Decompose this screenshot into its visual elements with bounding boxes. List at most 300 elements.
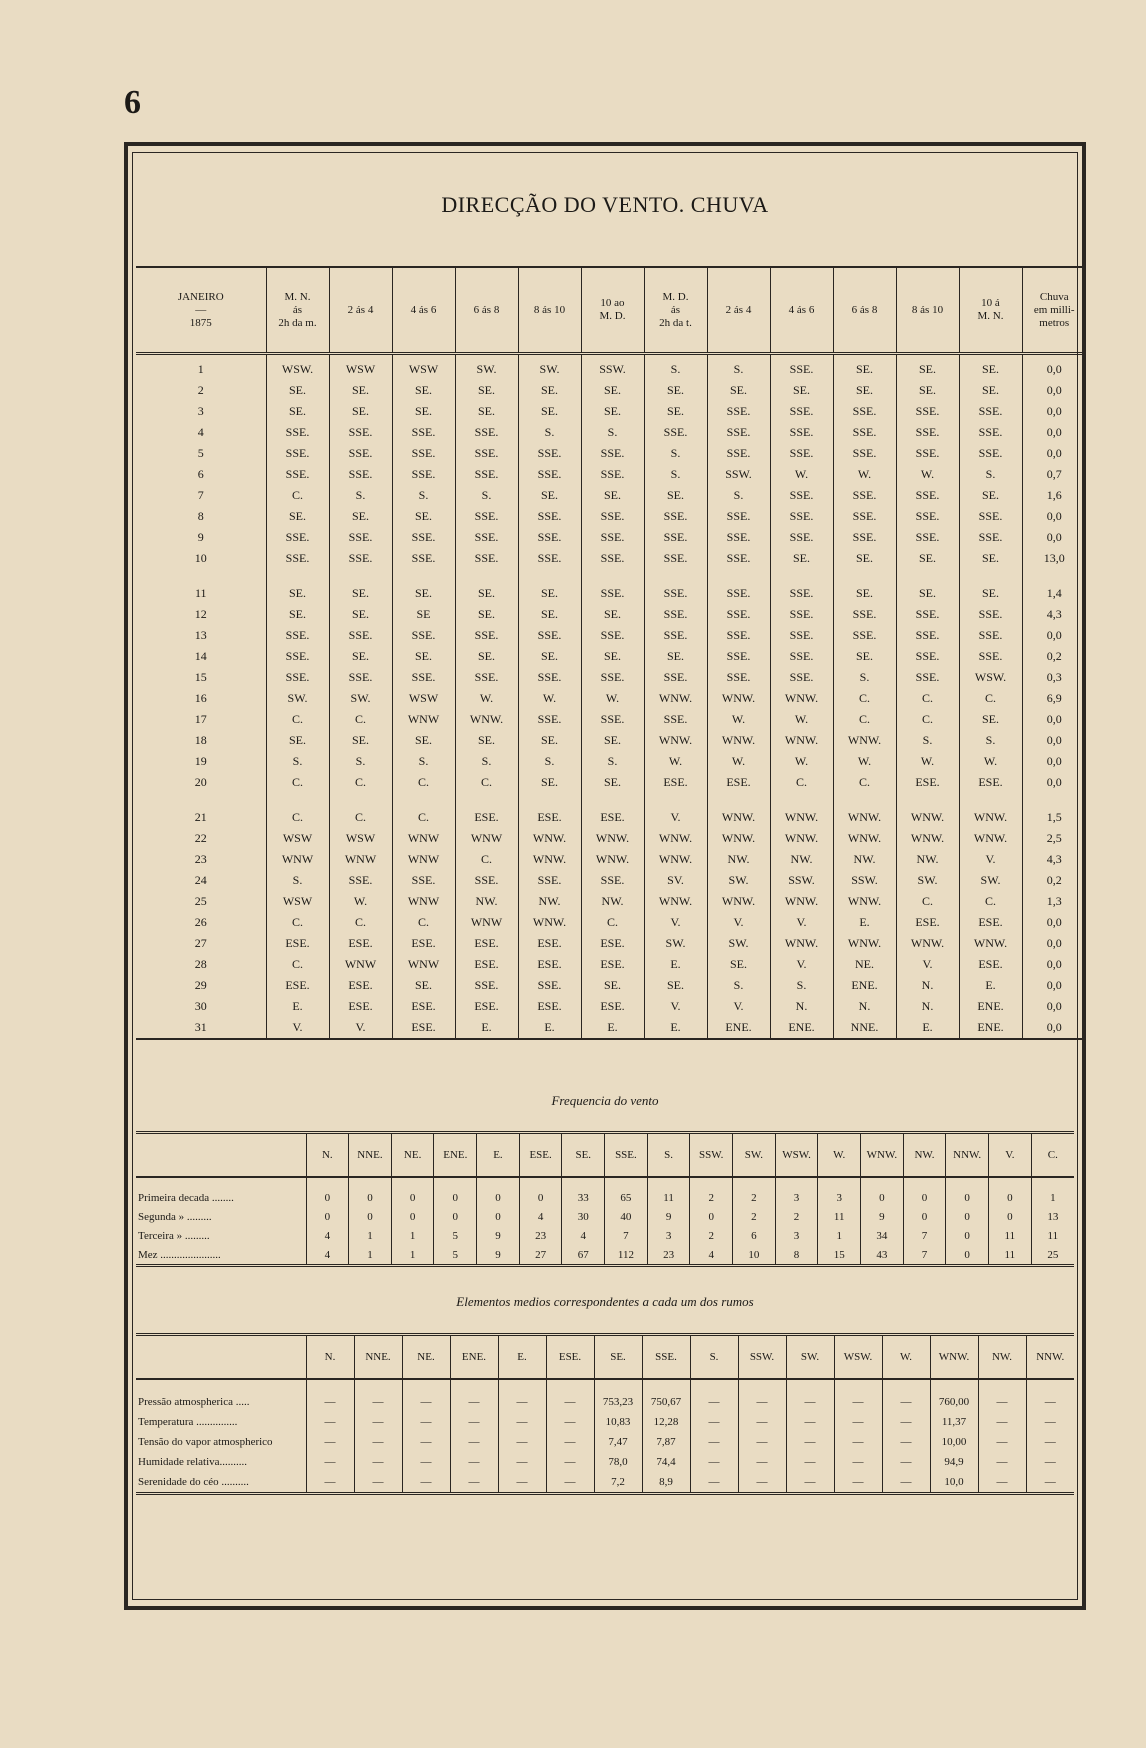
main-header-row bbox=[136, 267, 1086, 354]
value-cell: 25 bbox=[1031, 1245, 1074, 1266]
value-cell: 74,4 bbox=[642, 1452, 690, 1472]
wind-cell: SSE. bbox=[707, 548, 770, 569]
wind-cell: E. bbox=[959, 975, 1022, 996]
value-cell: 12,28 bbox=[642, 1412, 690, 1432]
wind-cell: S. bbox=[644, 464, 707, 485]
table-row bbox=[136, 828, 1086, 849]
wind-cell: SE. bbox=[455, 380, 518, 401]
wind-cell: SSE. bbox=[455, 506, 518, 527]
value-cell: — bbox=[786, 1452, 834, 1472]
wind-cell: V. bbox=[959, 849, 1022, 870]
wind-cell: SSE. bbox=[959, 527, 1022, 548]
value-cell: — bbox=[1026, 1379, 1074, 1412]
value-cell: — bbox=[402, 1412, 450, 1432]
wind-cell: SSE. bbox=[329, 443, 392, 464]
wind-cell: SSW. bbox=[770, 870, 833, 891]
value-cell: 9 bbox=[477, 1226, 520, 1245]
value-cell: — bbox=[498, 1412, 546, 1432]
header-cell: ESE. bbox=[546, 1335, 594, 1380]
value-cell: — bbox=[882, 1472, 930, 1494]
value-cell: 9 bbox=[477, 1245, 520, 1266]
wind-cell: ESE. bbox=[581, 933, 644, 954]
header-cell bbox=[329, 267, 392, 354]
day-cell: 14 bbox=[194, 649, 207, 663]
wind-cell: SSE. bbox=[392, 464, 455, 485]
value-cell: — bbox=[450, 1412, 498, 1432]
rain-cell: 0,0 bbox=[1022, 912, 1086, 933]
value-cell: — bbox=[354, 1432, 402, 1452]
value-cell: 0 bbox=[391, 1177, 434, 1207]
header-cell: SW. bbox=[786, 1335, 834, 1380]
wind-cell: W. bbox=[455, 688, 518, 709]
value-cell: 1 bbox=[818, 1226, 861, 1245]
wind-cell: ESE. bbox=[329, 975, 392, 996]
value-cell: — bbox=[306, 1379, 354, 1412]
table-row bbox=[136, 527, 1086, 548]
wind-cell: SSE. bbox=[770, 604, 833, 625]
wind-cell: WNW bbox=[329, 954, 392, 975]
wind-cell: SSE. bbox=[896, 527, 959, 548]
header-cell: NNE. bbox=[354, 1335, 402, 1380]
wind-cell: SSE. bbox=[392, 870, 455, 891]
value-cell: 7,2 bbox=[594, 1472, 642, 1494]
wind-cell: ESE. bbox=[455, 807, 518, 828]
wind-cell: C. bbox=[329, 807, 392, 828]
wind-cell: SE bbox=[392, 604, 455, 625]
wind-cell: SSE. bbox=[581, 870, 644, 891]
wind-cell: C. bbox=[833, 709, 896, 730]
header-text: 2 ás 4 bbox=[347, 303, 374, 316]
wind-cell: ESE. bbox=[581, 996, 644, 1017]
value-cell: 6 bbox=[733, 1226, 776, 1245]
day-cell: 3 bbox=[197, 404, 204, 418]
rain-cell: 0,0 bbox=[1022, 443, 1086, 464]
wind-cell: SE. bbox=[329, 646, 392, 667]
day-cell: 18 bbox=[194, 733, 207, 747]
main-table-body bbox=[136, 354, 1086, 1040]
day-cell: 22 bbox=[194, 831, 207, 845]
wind-cell: SSE. bbox=[518, 625, 581, 646]
value-cell: 13 bbox=[1031, 1207, 1074, 1226]
value-cell: 9 bbox=[647, 1207, 690, 1226]
wind-cell: C. bbox=[455, 849, 518, 870]
wind-cell: WSW. bbox=[266, 354, 329, 381]
wind-cell: SSE. bbox=[455, 527, 518, 548]
day-cell: 27 bbox=[194, 936, 207, 950]
value-cell: 4 bbox=[519, 1207, 562, 1226]
value-cell: — bbox=[738, 1432, 786, 1452]
wind-cell: SE. bbox=[329, 583, 392, 604]
header-cell: W. bbox=[818, 1133, 861, 1178]
wind-cell: ESE. bbox=[266, 975, 329, 996]
header-cell: SE. bbox=[594, 1335, 642, 1380]
wind-cell: SE. bbox=[518, 401, 581, 422]
wind-cell: SSE. bbox=[581, 548, 644, 569]
day-cell: 28 bbox=[194, 957, 207, 971]
day-cell: 19 bbox=[194, 754, 207, 768]
rain-cell: 0,7 bbox=[1022, 464, 1086, 485]
wind-cell: SSE. bbox=[518, 870, 581, 891]
header-cell bbox=[518, 267, 581, 354]
value-cell: — bbox=[978, 1412, 1026, 1432]
wind-cell: WNW. bbox=[644, 828, 707, 849]
wind-cell: NW. bbox=[581, 891, 644, 912]
header-cell: NE. bbox=[402, 1335, 450, 1380]
wind-cell: W. bbox=[959, 751, 1022, 772]
row-label: Terceira » ......... bbox=[138, 1229, 210, 1242]
wind-cell: SSE. bbox=[959, 401, 1022, 422]
value-cell: 27 bbox=[519, 1245, 562, 1266]
table-row bbox=[136, 1412, 1074, 1432]
wind-cell: SE. bbox=[770, 380, 833, 401]
wind-cell: W. bbox=[581, 688, 644, 709]
value-cell: 10,0 bbox=[930, 1472, 978, 1494]
wind-cell: SSE. bbox=[581, 625, 644, 646]
day-cell: 31 bbox=[136, 1017, 266, 1039]
value-cell: — bbox=[306, 1432, 354, 1452]
wind-cell: SE. bbox=[833, 548, 896, 569]
gap-cell bbox=[644, 569, 707, 583]
value-cell: — bbox=[546, 1472, 594, 1494]
wind-cell: SSE. bbox=[266, 548, 329, 569]
value-cell: — bbox=[978, 1432, 1026, 1452]
wind-cell: WNW. bbox=[644, 849, 707, 870]
value-cell: — bbox=[738, 1472, 786, 1494]
wind-cell: C. bbox=[833, 772, 896, 793]
value-cell: — bbox=[978, 1452, 1026, 1472]
rain-cell: 1,6 bbox=[1022, 485, 1086, 506]
wind-cell: SSE. bbox=[770, 583, 833, 604]
wind-cell: SSE. bbox=[770, 485, 833, 506]
rain-cell: 0,0 bbox=[1022, 625, 1086, 646]
wind-cell: W. bbox=[770, 751, 833, 772]
wind-cell: C. bbox=[392, 807, 455, 828]
wind-cell: SE. bbox=[896, 583, 959, 604]
wind-cell: SSW. bbox=[707, 464, 770, 485]
wind-cell: ESE. bbox=[518, 954, 581, 975]
value-cell: — bbox=[354, 1452, 402, 1472]
wind-cell: WNW. bbox=[896, 807, 959, 828]
wind-cell: SW. bbox=[896, 870, 959, 891]
value-cell: 2 bbox=[690, 1226, 733, 1245]
elements-title: Elementos medios correspondentes a cada um dos rumos bbox=[456, 1294, 754, 1309]
value-cell: 2 bbox=[775, 1207, 818, 1226]
wind-cell: S. bbox=[581, 422, 644, 443]
wind-cell: S. bbox=[959, 464, 1022, 485]
wind-cell: C. bbox=[770, 772, 833, 793]
value-cell: — bbox=[882, 1412, 930, 1432]
wind-cell: SSE. bbox=[833, 506, 896, 527]
wind-cell: SE. bbox=[644, 646, 707, 667]
wind-cell: W. bbox=[707, 709, 770, 730]
value-cell: 1 bbox=[349, 1245, 392, 1266]
wind-cell: SSW. bbox=[833, 870, 896, 891]
wind-cell: SE. bbox=[518, 604, 581, 625]
value-cell: 23 bbox=[647, 1245, 690, 1266]
value-cell: — bbox=[402, 1379, 450, 1412]
header-cell: ENE. bbox=[434, 1133, 477, 1178]
wind-cell: SE. bbox=[455, 646, 518, 667]
gap-cell bbox=[518, 569, 581, 583]
value-cell: — bbox=[786, 1412, 834, 1432]
wind-cell: WNW. bbox=[959, 828, 1022, 849]
wind-cell: SE. bbox=[518, 485, 581, 506]
wind-cell: C. bbox=[392, 772, 455, 793]
value-cell: 9 bbox=[861, 1207, 904, 1226]
header-cell: E. bbox=[477, 1133, 520, 1178]
wind-cell: W. bbox=[833, 464, 896, 485]
wind-cell: SSE. bbox=[329, 625, 392, 646]
header-cell: C. bbox=[1031, 1133, 1074, 1178]
wind-cell: SSE. bbox=[896, 604, 959, 625]
wind-cell: SE. bbox=[392, 380, 455, 401]
wind-cell: ESE. bbox=[518, 807, 581, 828]
wind-cell: SSE. bbox=[770, 527, 833, 548]
gap-cell bbox=[329, 793, 392, 807]
wind-cell: SSE. bbox=[581, 443, 644, 464]
wind-cell: ENE. bbox=[770, 1017, 833, 1039]
wind-cell: S. bbox=[266, 870, 329, 891]
value-cell: 7,87 bbox=[642, 1432, 690, 1452]
wind-cell: SE. bbox=[959, 380, 1022, 401]
table-row bbox=[136, 807, 1086, 828]
wind-cell: SE. bbox=[329, 604, 392, 625]
wind-cell: E. bbox=[833, 912, 896, 933]
value-cell: 0 bbox=[434, 1177, 477, 1207]
value-cell: 2 bbox=[733, 1177, 776, 1207]
value-cell: 0 bbox=[306, 1177, 349, 1207]
row-label: Serenidade do céo .......... bbox=[136, 1472, 306, 1494]
wind-cell: SSE. bbox=[959, 625, 1022, 646]
day-cell: 8 bbox=[197, 509, 204, 523]
wind-cell: V. bbox=[644, 996, 707, 1017]
wind-cell: WNW bbox=[455, 912, 518, 933]
wind-cell: S. bbox=[329, 751, 392, 772]
value-cell: — bbox=[1026, 1452, 1074, 1472]
day-cell: 1 bbox=[197, 362, 204, 376]
wind-cell: SE. bbox=[833, 380, 896, 401]
value-cell: 0 bbox=[306, 1207, 349, 1226]
header-cell: NNW. bbox=[946, 1133, 989, 1178]
value-cell: 0 bbox=[946, 1177, 989, 1207]
value-cell: 7 bbox=[903, 1245, 946, 1266]
wind-cell: SSE. bbox=[959, 604, 1022, 625]
value-cell: 4 bbox=[690, 1245, 733, 1266]
rain-cell: 0,0 bbox=[1022, 751, 1086, 772]
wind-cell: WNW. bbox=[770, 891, 833, 912]
rain-cell: 4,3 bbox=[1022, 604, 1086, 625]
wind-cell: WNW bbox=[455, 828, 518, 849]
table-row bbox=[136, 849, 1086, 870]
wind-cell: ESE. bbox=[707, 772, 770, 793]
gap-cell bbox=[518, 793, 581, 807]
wind-cell: SE. bbox=[581, 485, 644, 506]
wind-cell: SE. bbox=[455, 730, 518, 751]
rain-cell: 0,0 bbox=[1022, 709, 1086, 730]
value-cell: — bbox=[1026, 1432, 1074, 1452]
header-cell bbox=[136, 1133, 306, 1178]
gap-cell bbox=[455, 569, 518, 583]
wind-cell: SE. bbox=[518, 646, 581, 667]
table-row bbox=[136, 548, 1086, 569]
wind-cell: ESE. bbox=[581, 954, 644, 975]
wind-cell: ESE. bbox=[896, 912, 959, 933]
wind-cell: SSE. bbox=[266, 646, 329, 667]
rain-cell: 1,3 bbox=[1022, 891, 1086, 912]
wind-cell: SE. bbox=[581, 604, 644, 625]
value-cell: 7 bbox=[903, 1226, 946, 1245]
header-cell bbox=[770, 267, 833, 354]
wind-cell: SSE. bbox=[707, 401, 770, 422]
day-cell: 7 bbox=[197, 488, 204, 502]
wind-cell: WSW bbox=[266, 891, 329, 912]
wind-cell: SSE. bbox=[770, 506, 833, 527]
wind-cell: SSE. bbox=[329, 464, 392, 485]
value-cell: 34 bbox=[861, 1226, 904, 1245]
gap-cell bbox=[266, 569, 329, 583]
wind-cell: SSE. bbox=[959, 422, 1022, 443]
wind-cell: SE. bbox=[266, 401, 329, 422]
wind-cell: WSW bbox=[392, 688, 455, 709]
wind-cell: WNW bbox=[392, 891, 455, 912]
value-cell: 23 bbox=[519, 1226, 562, 1245]
wind-cell: ESE. bbox=[896, 772, 959, 793]
wind-cell: SSE. bbox=[329, 667, 392, 688]
table-row bbox=[136, 667, 1086, 688]
wind-cell: SE. bbox=[581, 975, 644, 996]
value-cell: — bbox=[450, 1432, 498, 1452]
wind-cell: WNW bbox=[392, 849, 455, 870]
wind-cell: E. bbox=[266, 996, 329, 1017]
value-cell: 30 bbox=[562, 1207, 605, 1226]
day-cell: 6 bbox=[197, 467, 204, 481]
gap-cell bbox=[392, 569, 455, 583]
wind-cell: ESE. bbox=[518, 933, 581, 954]
value-cell: — bbox=[354, 1379, 402, 1412]
wind-cell: SSE. bbox=[707, 443, 770, 464]
table-row bbox=[136, 1017, 1086, 1039]
day-cell: 13 bbox=[194, 628, 207, 642]
wind-cell: WNW. bbox=[581, 828, 644, 849]
wind-cell: SSE. bbox=[266, 527, 329, 548]
wind-cell: V. bbox=[644, 912, 707, 933]
header-cell: WNW. bbox=[930, 1335, 978, 1380]
value-cell: 78,0 bbox=[594, 1452, 642, 1472]
day-cell: 12 bbox=[194, 607, 207, 621]
wind-cell: SSE. bbox=[644, 604, 707, 625]
wind-cell: SE. bbox=[266, 380, 329, 401]
wind-cell: SE. bbox=[392, 583, 455, 604]
header-cell bbox=[833, 267, 896, 354]
value-cell: 0 bbox=[434, 1207, 477, 1226]
wind-cell: C. bbox=[266, 709, 329, 730]
wind-cell: WNW. bbox=[833, 933, 896, 954]
wind-cell: S. bbox=[707, 485, 770, 506]
wind-cell: WNW. bbox=[644, 730, 707, 751]
elements-header-row bbox=[136, 1335, 1074, 1380]
header-text: M. D. bbox=[599, 310, 626, 322]
value-cell: 0 bbox=[946, 1245, 989, 1266]
value-cell: — bbox=[1026, 1412, 1074, 1432]
wind-cell: SSE. bbox=[392, 527, 455, 548]
wind-cell: SV. bbox=[644, 870, 707, 891]
wind-cell: SE. bbox=[329, 506, 392, 527]
wind-cell: SSE. bbox=[392, 443, 455, 464]
wind-cell: SSE. bbox=[518, 506, 581, 527]
wind-cell: S. bbox=[392, 485, 455, 506]
wind-cell: SSE. bbox=[959, 443, 1022, 464]
wind-cell: S. bbox=[392, 751, 455, 772]
table-row bbox=[136, 751, 1086, 772]
header-text: 8 ás 10 bbox=[533, 303, 566, 316]
wind-cell: SSE. bbox=[392, 625, 455, 646]
wind-cell: SSE. bbox=[266, 464, 329, 485]
wind-cell: SW. bbox=[518, 354, 581, 381]
gap-cell bbox=[329, 569, 392, 583]
header-cell: NNW. bbox=[1026, 1335, 1074, 1380]
wind-cell: SSE. bbox=[770, 354, 833, 381]
wind-cell: V. bbox=[770, 954, 833, 975]
wind-cell: WNW bbox=[392, 954, 455, 975]
wind-cell: WNW. bbox=[770, 828, 833, 849]
wind-cell: WNW. bbox=[581, 849, 644, 870]
wind-cell: C. bbox=[896, 709, 959, 730]
rain-cell: 1,5 bbox=[1022, 807, 1086, 828]
wind-cell: WNW. bbox=[707, 688, 770, 709]
day-cell: 20 bbox=[194, 775, 207, 789]
wind-cell: SSE. bbox=[455, 422, 518, 443]
table-row bbox=[136, 646, 1086, 667]
wind-cell: ESE. bbox=[329, 933, 392, 954]
wind-cell: SE. bbox=[644, 380, 707, 401]
value-cell: — bbox=[978, 1472, 1026, 1494]
table-row bbox=[136, 1207, 1074, 1226]
wind-cell: ESE. bbox=[455, 996, 518, 1017]
wind-cell: SSE. bbox=[581, 506, 644, 527]
wind-cell: SSE. bbox=[896, 625, 959, 646]
wind-cell: C. bbox=[329, 772, 392, 793]
wind-cell: ENE. bbox=[959, 1017, 1022, 1039]
header-text: 10 ao bbox=[600, 297, 625, 309]
wind-cell: SE. bbox=[581, 730, 644, 751]
value-cell: 5 bbox=[434, 1245, 477, 1266]
rain-cell: 0,0 bbox=[1022, 527, 1086, 548]
wind-cell: NW. bbox=[518, 891, 581, 912]
wind-cell: SSE. bbox=[707, 506, 770, 527]
wind-cell: SE. bbox=[707, 954, 770, 975]
wind-cell: ENE. bbox=[959, 996, 1022, 1017]
row-label: Humidade relativa.......... bbox=[138, 1456, 248, 1468]
wind-cell: SSE. bbox=[392, 548, 455, 569]
wind-cell: V. bbox=[707, 996, 770, 1017]
value-cell: 11,37 bbox=[930, 1412, 978, 1432]
header-cell: SSE. bbox=[605, 1133, 648, 1178]
wind-cell: SSE. bbox=[455, 975, 518, 996]
value-cell: — bbox=[306, 1452, 354, 1472]
value-cell: — bbox=[354, 1472, 402, 1494]
wind-cell: SSE. bbox=[770, 625, 833, 646]
wind-cell: SSE. bbox=[959, 646, 1022, 667]
wind-cell: SE. bbox=[266, 730, 329, 751]
value-cell: 11 bbox=[989, 1226, 1032, 1245]
value-cell: — bbox=[834, 1472, 882, 1494]
day-cell: 15 bbox=[194, 670, 207, 684]
wind-cell: C. bbox=[266, 954, 329, 975]
value-cell: 0 bbox=[946, 1207, 989, 1226]
wind-cell: ESE. bbox=[455, 954, 518, 975]
wind-cell: SSE. bbox=[581, 583, 644, 604]
wind-cell: SSE. bbox=[707, 583, 770, 604]
